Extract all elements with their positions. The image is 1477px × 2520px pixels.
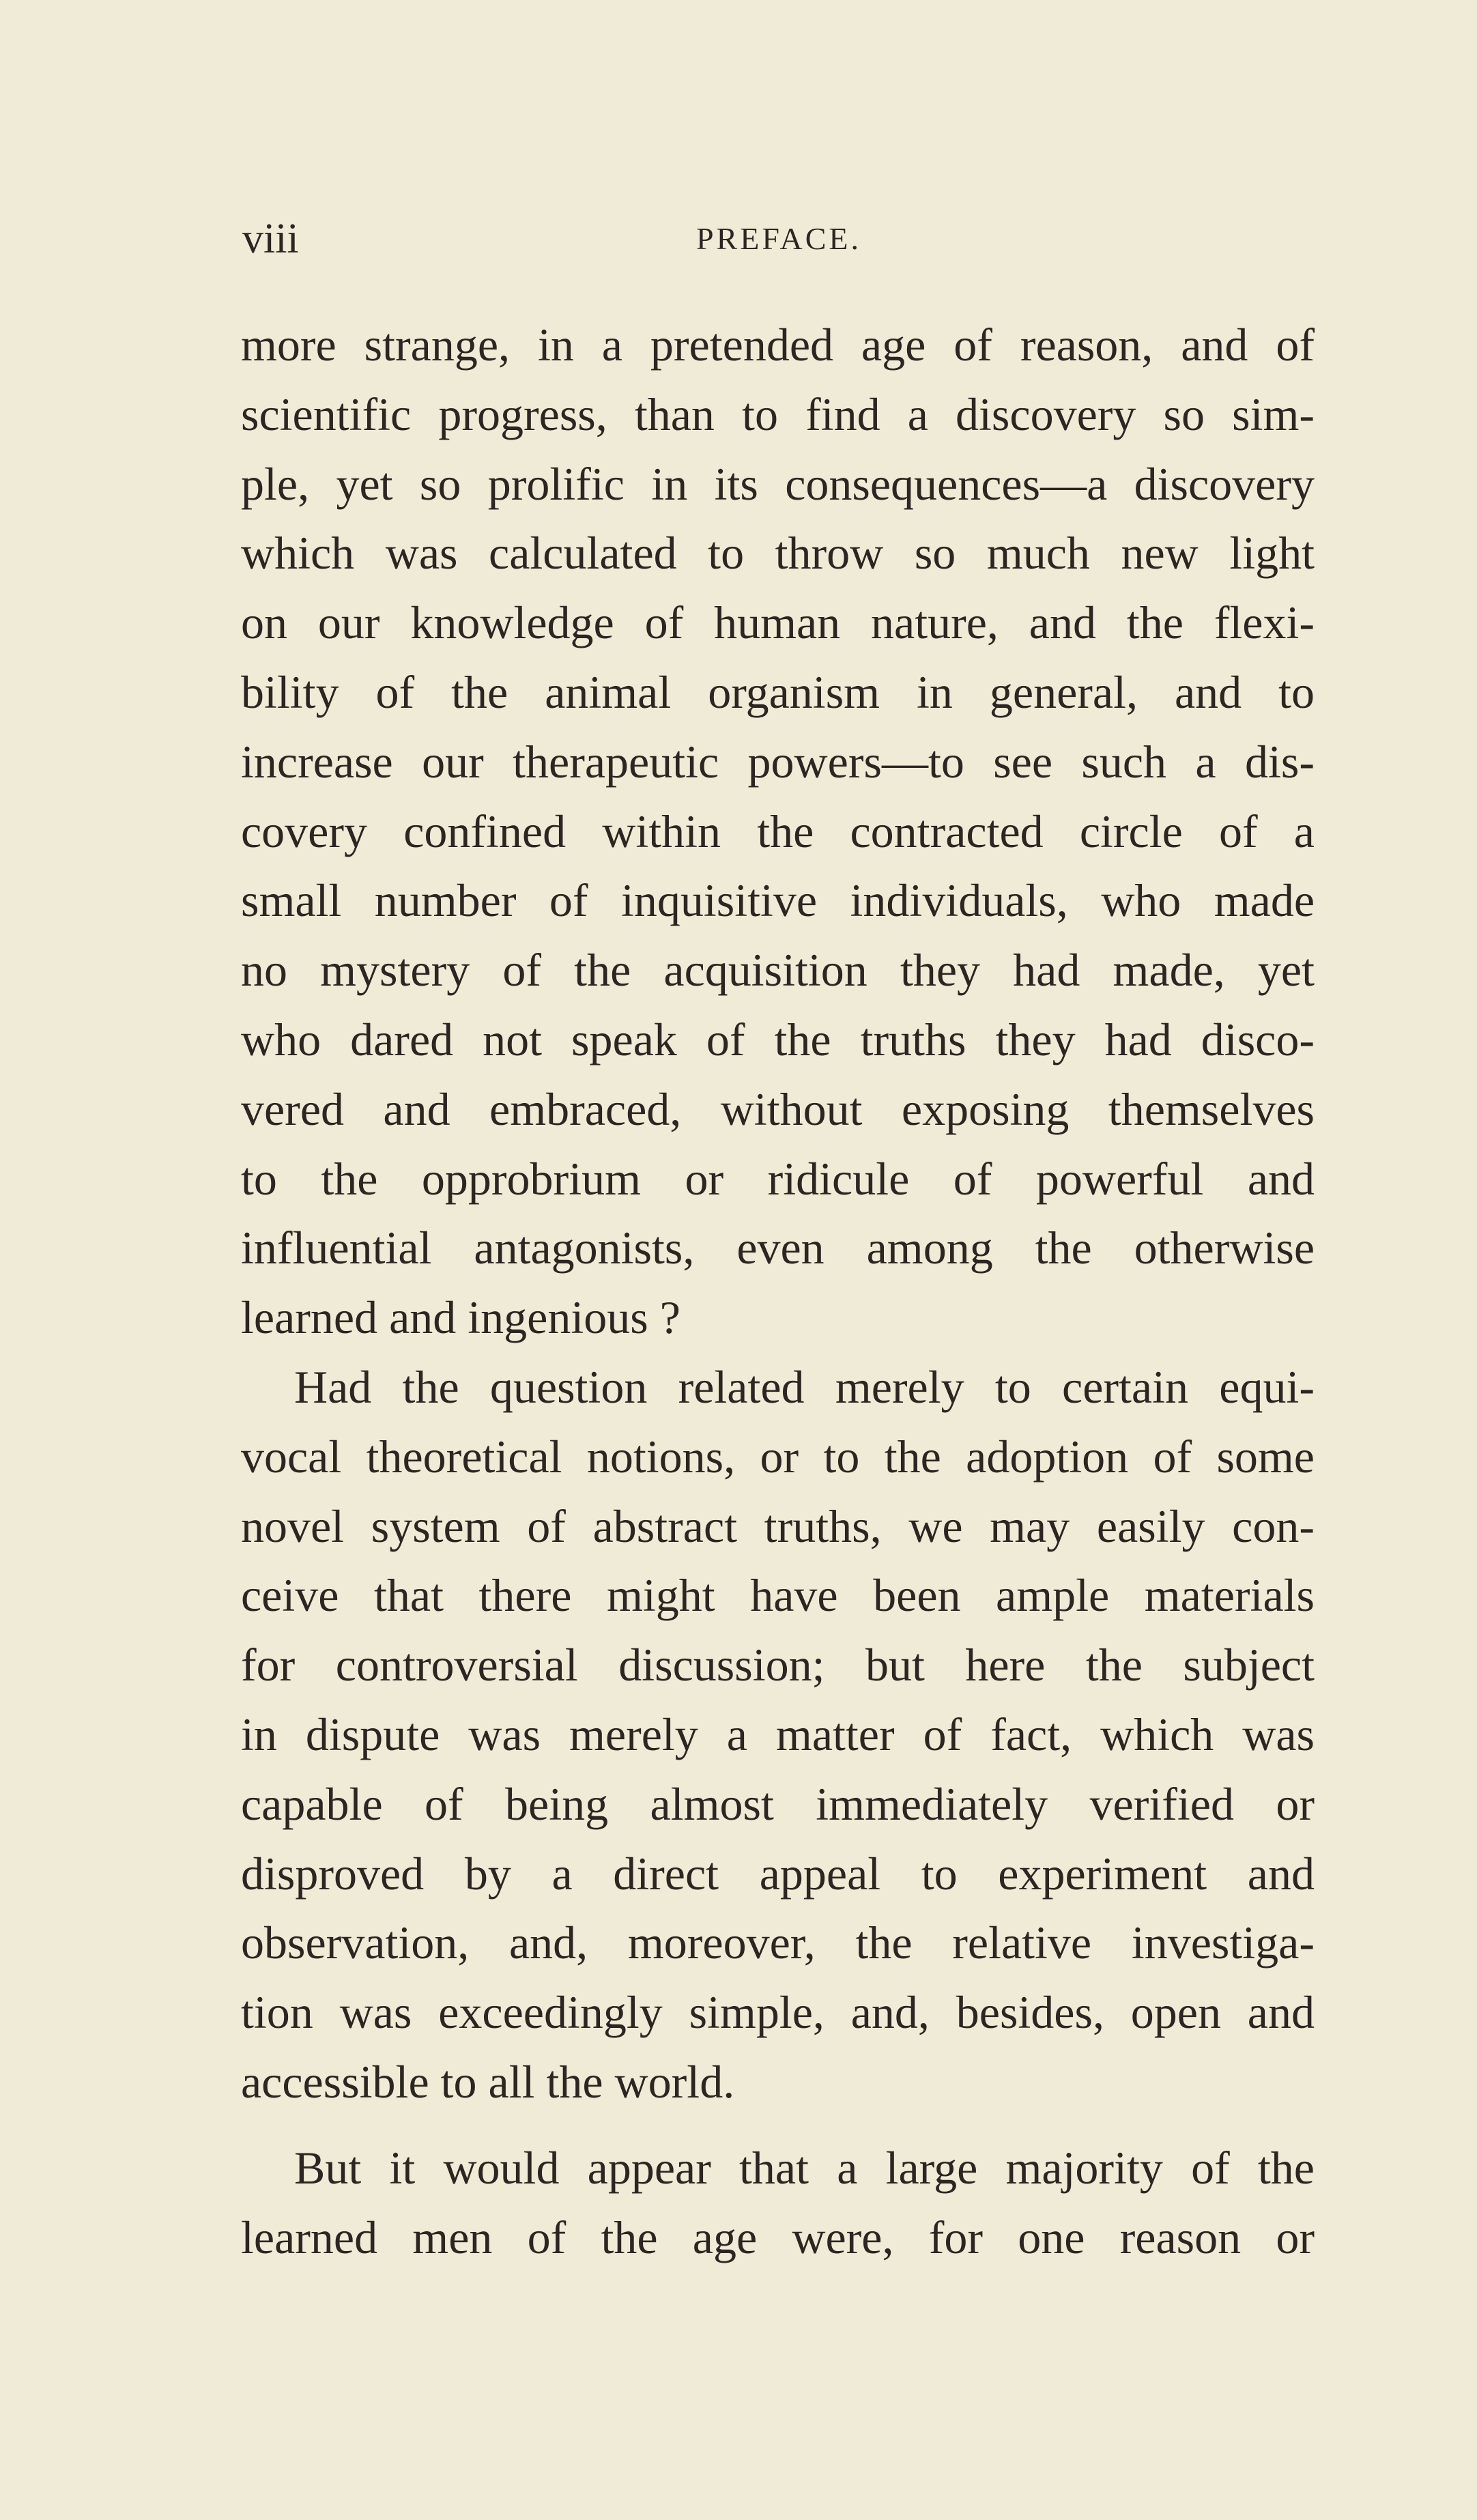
page-header bbox=[242, 212, 1315, 266]
text-line: vocal theoretical notions, or to the adoption of some bbox=[241, 1430, 1315, 1483]
page-number: viii bbox=[242, 216, 299, 262]
text-line: But it would appear that a large majority of the bbox=[294, 2141, 1315, 2194]
text-line: vered and embraced, without exposing themselves bbox=[241, 1083, 1315, 1135]
text-line: tion was exceedingly simple, and, besides, open and bbox=[241, 1986, 1315, 2039]
text-line: novel system of abstract truths, we may easily con- bbox=[241, 1500, 1315, 1552]
text-line: Had the question related merely to certain equi- bbox=[294, 1360, 1315, 1413]
text-line: to the opprobrium or ridicule of powerful and bbox=[241, 1152, 1315, 1205]
text-line: increase our therapeutic powers—to see such a dis- bbox=[241, 735, 1315, 788]
text-line: more strange, in a pretended age of reason, and of bbox=[241, 319, 1315, 371]
text-line: learned and ingenious ? bbox=[241, 1291, 680, 1344]
text-line: small number of inquisitive individuals, who made bbox=[241, 874, 1315, 927]
page-body bbox=[241, 311, 1315, 2272]
text-line: accessible to all the world. bbox=[241, 2055, 735, 2108]
text-line: learned men of the age were, for one reason or bbox=[241, 2211, 1315, 2263]
text-line: for controversial discussion; but here the subject bbox=[241, 1639, 1315, 1691]
paragraph bbox=[241, 311, 1315, 1353]
text-line: no mystery of the acquisition they had made, yet bbox=[241, 944, 1315, 997]
paragraph bbox=[241, 2134, 1315, 2273]
text-line: influential antagonists, even among the otherwise bbox=[241, 1222, 1315, 1274]
text-line: ceive that there might have been ample materials bbox=[241, 1569, 1315, 1622]
text-line: ple, yet so prolific in its consequences—a discovery bbox=[241, 457, 1315, 510]
text-line: who dared not speak of the truths they had disco- bbox=[241, 1013, 1315, 1065]
text-line: bility of the animal organism in general, and to bbox=[241, 665, 1315, 718]
running-title: PREFACE. bbox=[696, 221, 862, 256]
text-line: covery confined within the contracted circle of a bbox=[241, 805, 1315, 857]
paragraph bbox=[241, 1353, 1315, 2117]
text-line: on our knowledge of human nature, and the flexi- bbox=[241, 597, 1315, 649]
text-line: capable of being almost immediately verified or bbox=[241, 1777, 1315, 1830]
text-line: disproved by a direct appeal to experiment and bbox=[241, 1847, 1315, 1900]
text-line: observation, and, moreover, the relative investiga- bbox=[241, 1917, 1315, 1969]
text-line: which was calculated to throw so much new light bbox=[241, 527, 1315, 579]
text-line: scientific progress, than to find a discovery so sim- bbox=[241, 388, 1315, 440]
text-line: in dispute was merely a matter of fact, which was bbox=[241, 1708, 1315, 1760]
